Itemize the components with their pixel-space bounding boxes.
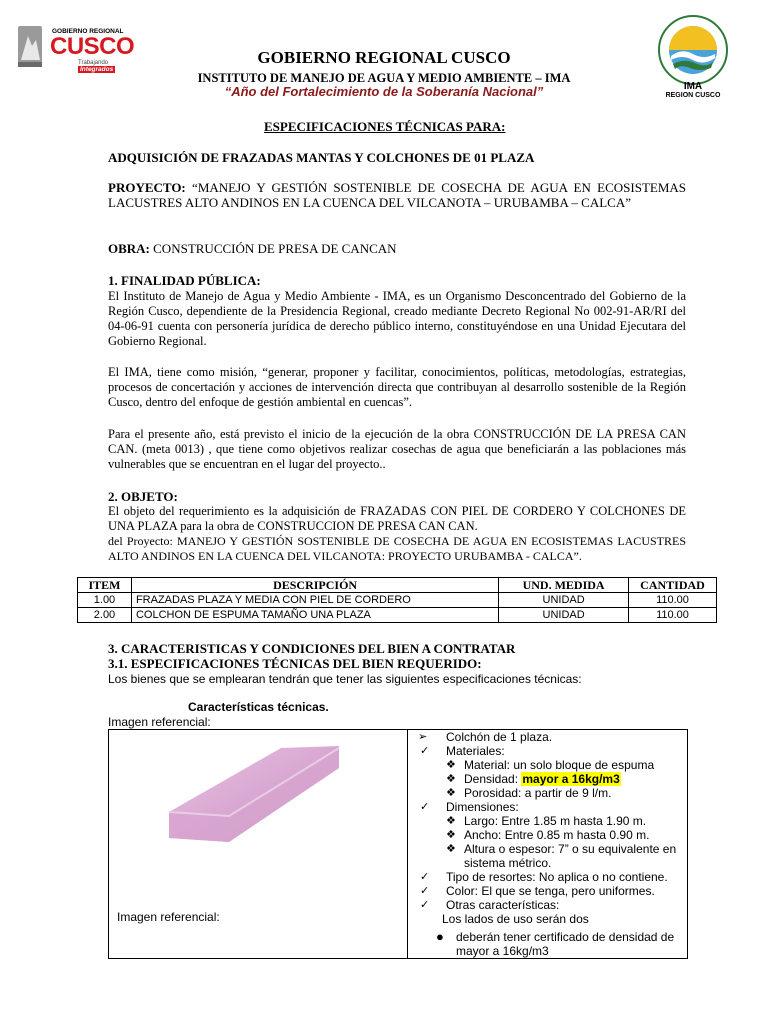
section-1-paragraph-3: Para el presente año, está previsto el inicio de la ejecución de la obra CONSTRUCCIÓN DE LA PRESA CAN CAN. (meta 0013) , que tiene como objetivos realizar cosechas de agua que beneficiarán a las poblaciones más vulnerables que se encuentran en el lugar del proyecto.. [108,427,686,471]
section-3-1-text: Los bienes que se emplearan tendrán que tener las siguientes especificaciones técnicas: [108,672,582,686]
spec-altura-line1: Altura o espesor: 7” o su equivalente en [464,842,677,856]
spec-table [108,729,688,959]
diamond-bullet-icon: ❖ [446,787,456,799]
spec-densidad [464,772,621,786]
project-text: “MANEJO Y GESTIÓN SOSTENIBLE DE COSECHA DE AGUA EN ECOSISTEMAS LACUSTRES ALTO ANDINOS EN LA CUENCA DEL VILCANOTA – URUBAMBA – CALCA” [108,180,686,210]
spec-image-caption: Imagen referencial: [117,910,220,924]
obra-text: CONSTRUCCIÓN DE PRESA DE CANCAN [149,241,397,256]
ima-logo-region: REGION CUSCO [665,92,721,99]
spec-list-cell [408,730,687,958]
spec-resortes: Tipo de resortes: No aplica o no contiene. [446,870,668,884]
th-descripcion: DESCRIPCIÓN [131,578,498,593]
header-year-motto: “Año del Fortalecimiento de la Soberanía Nacional” [224,84,544,99]
th-item: ITEM [78,578,132,593]
spec-materiales: Materiales: [446,744,505,758]
table-header-row [78,578,717,593]
items-table [77,577,717,623]
header-title: GOBIERNO REGIONAL CUSCO [257,48,511,67]
checkmark-icon: ✓ [420,801,430,813]
section-1-heading: 1. FINALIDAD PÚBLICA: [108,273,261,288]
cell-descripcion: COLCHON DE ESPUMA TAMAÑO UNA PLAZA [131,608,498,623]
spec-dimensiones: Dimensiones: [446,800,519,814]
cell-item: 1.00 [78,593,132,608]
checkmark-icon: ✓ [420,871,430,883]
section-2-heading: 2. OBJETO: [108,489,178,504]
section-2-paragraph-2: del Proyecto: MANEJO Y GESTIÓN SOSTENIBLE DE COSECHA DE AGUA EN ECOSISTEMAS LACUSTRES ALTO ANDINOS EN LA CUENCA DEL VILCANOTA: PROYECTO URUBAMBA - CALCA”. [108,534,686,563]
table-row [78,608,717,623]
section-2-paragraph-1: El objeto del requerimiento es la adquisición de FRAZADAS CON PIEL DE CORDERO Y COLCHONES DE UNA PLAZA para la obra de CONSTRUCCION DE PRESA CAN CAN. [108,504,686,533]
spec-lados: Los lados de uso serán dos [442,912,589,926]
checkmark-icon: ✓ [420,885,430,897]
section-3-1-heading: 3.1. ESPECIFICACIONES TÉCNICAS DEL BIEN REQUERIDO: [108,656,482,671]
spec-material: Material: un solo bloque de espuma [464,758,655,772]
diamond-bullet-icon: ❖ [446,773,456,785]
logo-line1: GOBIERNO REGIONAL [52,28,124,35]
logo-cusco-word: CUSCO [50,33,135,60]
logo-line3: Trabajando [78,60,109,66]
header-subtitle: INSTITUTO DE MANEJO DE AGUA Y MEDIO AMBIENTE – IMA [197,71,571,85]
project-label: PROYECTO: [108,180,186,195]
checkmark-icon: ✓ [420,899,430,911]
spec-densidad-label: Densidad: [464,772,522,786]
cell-descripcion: FRAZADAS PLAZA Y MEDIA CON PIEL DE CORDERO [131,593,498,608]
image-reference-label: Imagen referencial: [108,715,211,729]
obra-label: OBRA: [108,241,150,256]
spec-colchon: Colchón de 1 plaza. [446,730,553,744]
spec-cert-line1: deberán tener certificado de densidad de [456,930,675,944]
arrow-bullet-icon: ➢ [418,731,428,743]
th-cantidad: CANTIDAD [629,578,717,593]
section-1-paragraph-2: El IMA, tiene como misión, “generar, proponer y facilitar, conocimientos, políticas, metodologías, estrategias, procesos de concertación y acciones de intervención directa que contribuyan al desarrollo sostenible de la Región Cusco, dentro del enfoque de gestión ambiental en cuencas”. [108,365,686,409]
spec-otras: Otras características: [446,898,560,912]
table-row [78,593,717,608]
section-3-heading: 3. CARACTERISTICAS Y CONDICIONES DEL BIEN A CONTRATAR [108,641,516,656]
cell-und-medida: UNIDAD [499,593,629,608]
cell-item: 2.00 [78,608,132,623]
spec-largo: Largo: Entre 1.85 m hasta 1.90 m. [464,814,647,828]
diamond-bullet-icon: ❖ [446,759,456,771]
spec-altura-line2: sistema métrico. [464,856,552,870]
cell-cantidad: 110.00 [629,593,717,608]
characteristics-heading: Características técnicas. [188,700,329,714]
spec-color: Color: El que se tenga, pero uniformes. [446,884,655,898]
obra-paragraph [108,241,686,256]
diamond-bullet-icon: ❖ [446,815,456,827]
logo-line4: Integrados [80,66,114,73]
section-1-paragraph-1: El Instituto de Manejo de Agua y Medio Ambiente - IMA, es un Organismo Desconcentrado del Gobierno de la Región Cusco, dependiente de la Presidencia Regional, creado mediante Decreto Regional No 002-91-AR/RI del 04-06-91 cuenta con personería jurídica de derecho público interno, constituyéndose en una Unidad Ejecutara del Gobierno Regional. [108,289,686,348]
diamond-bullet-icon: ❖ [446,843,456,855]
cell-und-medida: UNIDAD [499,608,629,623]
spec-heading: ESPECIFICACIONES TÉCNICAS PARA: [264,119,506,134]
spec-cert-line2: mayor a 16kg/m3 [456,944,549,958]
th-und-medida: UND. MEDIDA [499,578,629,593]
spec-porosidad: Porosidad: a partir de 9 l/m. [464,786,612,800]
ima-logo-label: IMA [683,81,703,92]
project-paragraph [108,180,686,210]
spec-densidad-highlight: mayor a 16kg/m3 [522,772,620,786]
spec-image-cell [109,730,408,958]
round-bullet-icon: ● [436,929,444,944]
diamond-bullet-icon: ❖ [446,829,456,841]
spec-ancho: Ancho: Entre 0.85 m hasta 0.90 m. [464,828,650,842]
acquisition-title: ADQUISICIÓN DE FRAZADAS MANTAS Y COLCHONES DE 01 PLAZA [108,150,535,165]
mattress-image [163,742,343,852]
checkmark-icon: ✓ [420,745,430,757]
cell-cantidad: 110.00 [629,608,717,623]
